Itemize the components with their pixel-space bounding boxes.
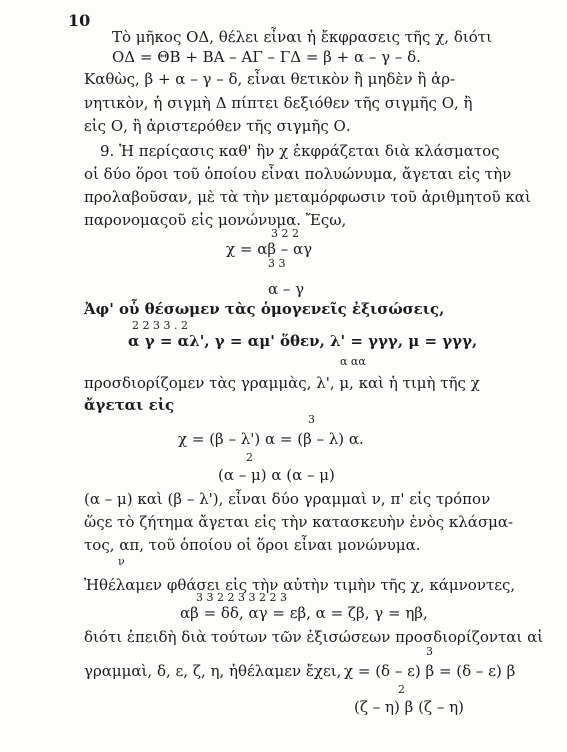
formula: χ = αβ – αγ <box>226 240 313 258</box>
text-line: Ἠθέλαμεν φθάσει εἰς τὴν αὐτὴν τιμὴν τῆς χ, κάμνοντες, <box>84 576 516 594</box>
formula-subscripts: α αα <box>340 355 366 368</box>
text-line: διότι ἐπειδὴ διὰ τούτων τῶν ἐξισώσεων προσδιορίζονται αἱ <box>84 628 544 646</box>
formula: α γ = αλ', γ = αμ' ὅθεν, λ' = γγγ, μ = γγγ, <box>128 332 478 350</box>
text-line: προσδιορίζομεν τὰς γραμμὰς, λ', μ, καὶ ἡ τιμὴ τῆς χ <box>84 374 480 392</box>
formula-subscripts: ν <box>118 555 125 568</box>
formula-denominator: (ζ – η) β (ζ – η) <box>354 698 464 716</box>
formula-exponents: 3 3 2 2 3 3 2 2 3 <box>196 591 287 604</box>
text-line: Ἀφ' οὗ θέσωμεν τὰς ὁμογενεῖς ἐξισώσεις, <box>84 300 445 318</box>
formula-denominator: α – γ <box>268 280 305 298</box>
text-line: παρονομαςοῦ εἰς μονώνυμα. Ἔςω, <box>84 211 347 229</box>
formula-subscripts: 2 <box>398 683 405 696</box>
page-number: 10 <box>68 11 91 30</box>
text-line: οἱ δύο ὅροι τοῦ ὁποίου εἶναι πολυώνυμα, ἄγεται εἰς τὴν <box>84 165 512 183</box>
text-line: 9. Ἡ περίςασις καθ' ἣν χ ἐκφράζεται διὰ κλάσματος <box>100 142 500 160</box>
formula: χ = (δ – ε) β = (δ – ε) β <box>344 662 516 680</box>
formula: αβ = δδ, αγ = εβ, α = ζβ, γ = ηβ, <box>180 604 428 622</box>
text-line: Τὸ μῆκος ΟΔ, θέλει εἶναι ἡ ἔκφρασεις τῆς χ, διότι <box>112 28 492 46</box>
formula-exponents: 3 2 2 <box>271 227 299 240</box>
formula-exponents: 3 <box>426 645 433 658</box>
text-line: Καθὼς, β + α – γ – δ, εἶναι θετικὸν ἢ μηδὲν ἢ ἀρ- <box>84 70 456 88</box>
text-line: εἰς Ο, ἢ ἀριστερόθεν τῆς σιγμῆς Ο. <box>84 117 351 135</box>
text-line: νητικὸν, ἡ σιγμὴ Δ πίπτει δεξιόθεν τῆς σιγμῆς Ο, ἢ <box>84 94 473 112</box>
text-line: προλαβοῦσαν, μὲ τὰ τὴν μεταμόρφωσιν τοῦ ἀριθμητοῦ καὶ <box>84 188 531 206</box>
text-line: ΟΔ = ΘΒ + ΒΑ – ΑΓ – ΓΔ = β + α – γ – δ. <box>112 48 421 66</box>
formula: χ = (β – λ') α = (β – λ) α. <box>178 430 364 448</box>
text-line: ἄγεται εἰς <box>84 396 175 414</box>
formula-subscripts: 2 <box>246 451 253 464</box>
text-line: τος, απ, τοῦ ὁποίου οἱ ὅροι εἶναι μονώνυμα. <box>84 536 421 554</box>
formula-exponents: 2 2 3 3 . 2 <box>132 319 188 332</box>
formula-exponents: 3 3 <box>268 257 286 270</box>
text-line: (α – μ) καὶ (β – λ'), εἶναι δύο γραμμαὶ ν, π' εἰς τρόπον <box>84 490 491 508</box>
formula-denominator: (α – μ) α (α – μ) <box>218 466 335 484</box>
formula-exponents: 3 <box>308 413 315 426</box>
text-line: γραμμαὶ, δ, ε, ζ, η, ἠθέλαμεν ἔχει, <box>84 662 342 680</box>
text-line: ὥςε τὸ ζήτημα ἄγεται εἰς τὴν κατασκευὴν ἑνὸς κλάσμα- <box>84 513 514 531</box>
